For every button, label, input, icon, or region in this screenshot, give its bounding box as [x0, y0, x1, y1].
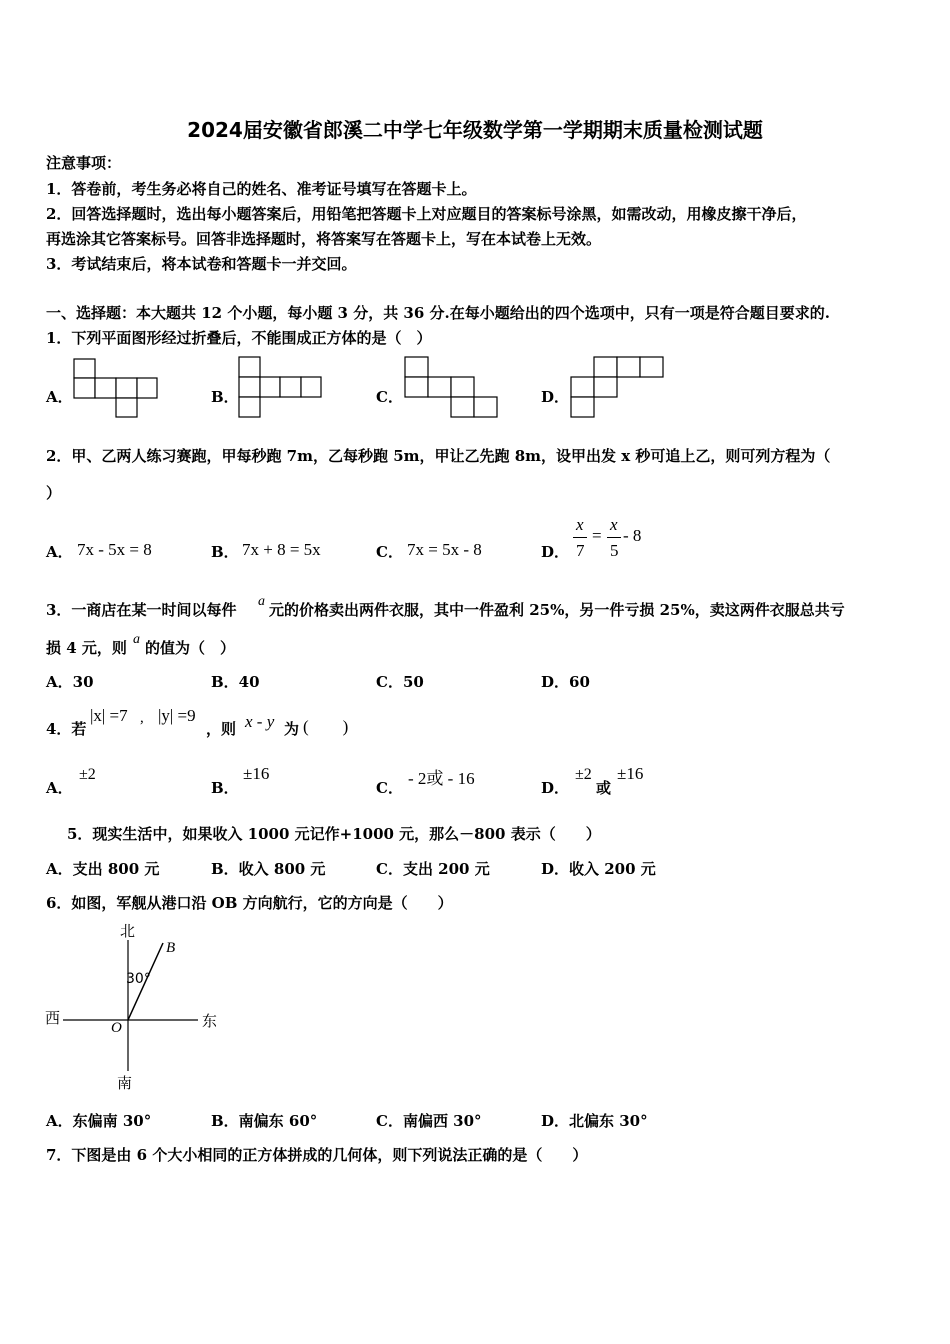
- q5-option-d: D．收入 200 元: [541, 860, 656, 878]
- section-heading: 一、选择题：本大题共 12 个小题，每小题 3 分，共 36 分.在每小题给出的四个选项中，只有一项是符合题目要求的.: [46, 304, 830, 322]
- compass-lines: [0, 0, 230, 1100]
- question-2-stem-end: ）: [46, 484, 62, 502]
- equals-sign: =: [592, 526, 602, 545]
- q1-option-d-label: D．: [541, 388, 570, 406]
- q4-option-b: ±16: [243, 764, 270, 783]
- question-3-line2-end: 的值为（ ）: [145, 639, 236, 657]
- q2-option-d-label: D．: [541, 543, 570, 561]
- north-label: 北: [120, 922, 136, 940]
- question-7-stem: 7．下图是由 6 个大小相同的正方体拼成的几何体，则下列说法正确的是（ ）: [46, 1146, 588, 1164]
- fraction-2-numerator: x: [610, 515, 618, 534]
- q5-option-b: B．收入 800 元: [211, 860, 326, 878]
- notice-item: 再选涂其它答案标号。回答非选择题时，将答案写在答题卡上，写在本试卷上无效。: [46, 230, 602, 248]
- question-6-stem: 6．如图，军舰从港口沿 OB 方向航行，它的方向是（ ）: [46, 894, 453, 912]
- south-label: 南: [117, 1074, 133, 1092]
- q4-option-d-or: 或: [596, 779, 612, 797]
- q4-option-a-label: A．: [46, 779, 73, 797]
- variable-a: a: [133, 632, 140, 647]
- question-1-stem: 1．下列平面图形经过折叠后，不能围成正方体的是（ ）: [46, 329, 432, 347]
- fraction-bar: [607, 537, 621, 538]
- fraction-bar: [573, 537, 587, 538]
- q5-option-c: C．支出 200 元: [376, 860, 490, 878]
- fraction-tail: - 8: [623, 526, 642, 545]
- q4-option-c: - 2或 - 16: [408, 769, 475, 788]
- q6-option-a: A．东偏南 30°: [46, 1112, 152, 1130]
- west-label: 西: [45, 1009, 61, 1027]
- notice-item: 1．答卷前，考生务必将自己的姓名、准考证号填写在答题卡上。: [46, 180, 477, 198]
- q3-option-b: B．40: [211, 673, 260, 691]
- q1-option-c-label: C．: [376, 388, 403, 406]
- q4-option-a: ±2: [79, 766, 96, 783]
- question-5-stem: 5．现实生活中，如果收入 1000 元记作+1000 元，那么－800 表示（ ）: [67, 825, 601, 843]
- q4-wei: 为: [284, 720, 300, 738]
- q6-option-d: D．北偏东 30°: [541, 1112, 648, 1130]
- origin-label: O: [111, 1020, 122, 1036]
- q2-option-a-label: A．: [46, 543, 73, 561]
- question-3-stem-cont: 元的价格卖出两件衣服，其中一件盈利 25%，另一件亏损 25%，卖这两件衣服总共亏: [269, 601, 845, 619]
- notice-item: 3．考试结束后，将本试卷和答题卡一并交回。: [46, 255, 357, 273]
- q4-expression: x - y: [245, 712, 275, 731]
- q6-option-c: C．南偏西 30°: [376, 1112, 482, 1130]
- notice-item: 2．回答选择题时，选出每小题答案后，用铅笔把答题卡上对应题目的答案标号涂黑，如需改动，用橡皮擦干净后，: [46, 205, 807, 223]
- q3-option-c: C．50: [376, 673, 424, 691]
- notice-heading: 注意事项：: [46, 154, 122, 172]
- east-label: 东: [202, 1012, 218, 1030]
- q4-condition-y: |y| =9: [158, 706, 196, 725]
- fraction-1-numerator: x: [576, 515, 584, 534]
- q4-paren: ( ): [303, 717, 349, 736]
- q2-option-a: 7x - 5x = 8: [77, 540, 152, 559]
- q1-net-b: [239, 357, 323, 419]
- q1-net-c: [405, 357, 500, 419]
- q3-option-d: D．60: [541, 673, 590, 691]
- q2-option-c: 7x = 5x - 8: [407, 540, 482, 559]
- q1-net-d: [571, 357, 666, 419]
- fraction-1-denominator: 7: [576, 541, 585, 560]
- q1-option-b-label: B．: [211, 388, 239, 406]
- q2-option-b: 7x + 8 = 5x: [242, 540, 321, 559]
- q4-option-d-label: D．: [541, 779, 570, 797]
- question-2-stem: 2．甲、乙两人练习赛跑，甲每秒跑 7m，乙每秒跑 5m，甲让乙先跑 8m，设甲出发 x 秒可追上乙，则可列方程为（: [46, 447, 831, 465]
- q3-option-a: A．30: [46, 673, 94, 691]
- variable-a: a: [258, 594, 265, 609]
- point-b-label: B: [166, 940, 176, 956]
- q4-then: ，则: [206, 720, 237, 738]
- q4-option-d-tail: ±16: [617, 764, 644, 783]
- question-3-stem: 3．一商店在某一时间以每件: [46, 601, 237, 619]
- question-4-stem: 4．若: [46, 720, 87, 738]
- q2-option-b-label: B．: [211, 543, 239, 561]
- q1-option-a-label: A．: [46, 388, 73, 406]
- page-title: 2024届安徽省郎溪二中学七年级数学第一学期期末质量检测试题: [187, 118, 763, 142]
- q4-separator: ,: [140, 710, 144, 726]
- q2-option-c-label: C．: [376, 543, 403, 561]
- q4-option-c-label: C．: [376, 779, 403, 797]
- q6-option-b: B．南偏东 60°: [211, 1112, 318, 1130]
- angle-label: 30°: [126, 971, 151, 987]
- fraction-2-denominator: 5: [610, 541, 619, 560]
- question-3-line2: 损 4 元，则: [46, 639, 127, 657]
- q4-option-d: ±2: [575, 766, 592, 783]
- q4-condition-x: |x| =7: [90, 706, 128, 725]
- q5-option-a: A．支出 800 元: [46, 860, 160, 878]
- q4-option-b-label: B．: [211, 779, 239, 797]
